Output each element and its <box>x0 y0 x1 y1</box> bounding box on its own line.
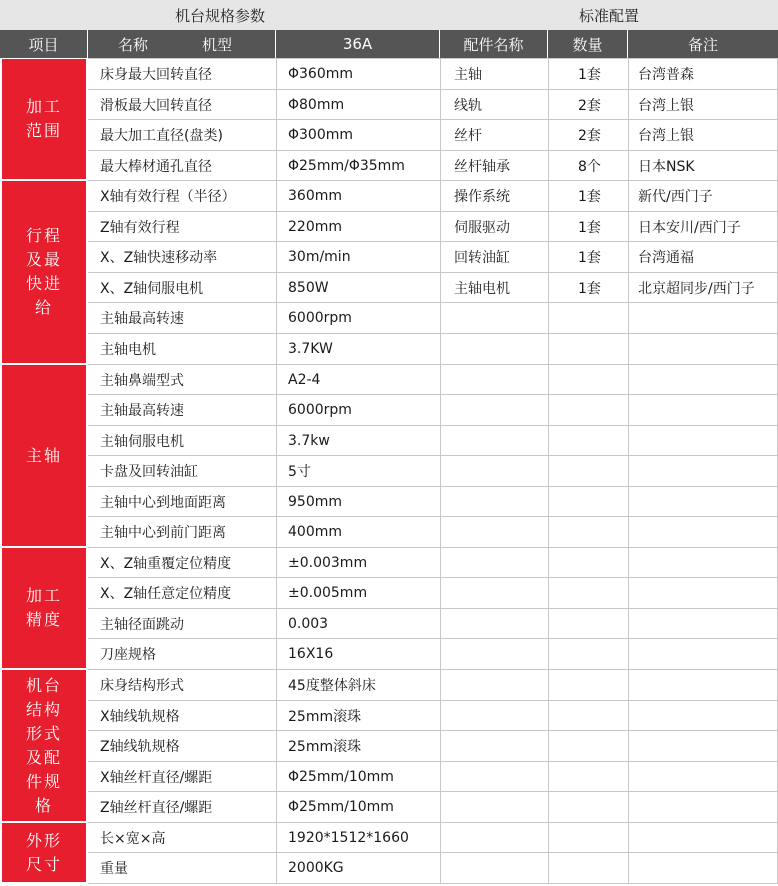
config-note: 台湾上银 <box>638 128 694 144</box>
group-label: 加工 范围 <box>2 59 86 179</box>
spec-value: 16X16 <box>288 646 334 662</box>
config-section-title: 标准配置 <box>440 0 778 30</box>
config-qty: 2套 <box>578 128 601 144</box>
spec-name: 床身最大回转直径 <box>100 67 212 83</box>
config-qty: 8个 <box>578 159 601 175</box>
config-qty: 1套 <box>578 220 601 236</box>
spec-value: Φ25mm/10mm <box>288 769 394 785</box>
spec-value: 5寸 <box>288 464 311 480</box>
group-label: 行程 及最 快进 给 <box>2 181 86 363</box>
spec-name: X轴丝杆直径/螺距 <box>100 770 213 786</box>
config-part: 回转油缸 <box>454 250 510 266</box>
spec-name: X、Z轴伺服电机 <box>100 281 204 297</box>
spec-name: 最大加工直径(盘类) <box>100 128 223 144</box>
spec-section-title: 机台规格参数 <box>0 0 440 30</box>
spec-name: 主轴最高转速 <box>100 403 184 419</box>
spec-value: Φ300mm <box>288 127 354 143</box>
config-qty: 1套 <box>578 281 601 297</box>
header-note: 备注 <box>628 30 778 58</box>
spec-value: Φ25mm/10mm <box>288 799 394 815</box>
config-part: 操作系统 <box>454 189 510 205</box>
spec-name: 卡盘及回转油缸 <box>100 464 198 480</box>
spec-name: 重量 <box>100 861 128 877</box>
config-part: 丝杆轴承 <box>454 159 510 175</box>
spec-name: X轴有效行程（半径） <box>100 189 236 205</box>
spec-name: 刀座规格 <box>100 647 156 663</box>
header-part: 配件名称 <box>440 30 548 58</box>
spec-value: 2000KG <box>288 860 344 876</box>
spec-value: 850W <box>288 280 329 296</box>
header-value: 36A <box>276 30 440 58</box>
config-part: 主轴电机 <box>454 281 510 297</box>
spec-name: X轴线轨规格 <box>100 709 180 725</box>
spec-name: 主轴中心到前门距离 <box>100 525 226 541</box>
spec-value: 950mm <box>288 494 342 510</box>
spec-value: 45度整体斜床 <box>288 678 376 694</box>
row-divider <box>88 883 778 884</box>
spec-name: 主轴电机 <box>100 342 156 358</box>
config-note: 新代/西门子 <box>638 189 713 205</box>
config-part: 主轴 <box>454 67 482 83</box>
spec-name: X、Z轴快速移动率 <box>100 250 218 266</box>
header-qty: 数量 <box>548 30 628 58</box>
spec-name: 主轴中心到地面距离 <box>100 495 226 511</box>
spec-name: 床身结构形式 <box>100 678 184 694</box>
spec-value: 6000rpm <box>288 402 352 418</box>
spec-value: Φ80mm <box>288 97 345 113</box>
config-part: 线轨 <box>454 98 482 114</box>
spec-value: 3.7kw <box>288 433 330 449</box>
config-note: 日本NSK <box>638 159 695 175</box>
header-model: 机型 <box>202 35 233 54</box>
spec-value: 360mm <box>288 188 342 204</box>
spec-value: A2-4 <box>288 372 321 388</box>
spec-name: 主轴鼻端型式 <box>100 373 184 389</box>
config-qty: 2套 <box>578 98 601 114</box>
spec-value: ±0.003mm <box>288 555 368 571</box>
spec-value: 220mm <box>288 219 342 235</box>
spec-name: Z轴有效行程 <box>100 220 180 236</box>
header-name: 名称 <box>118 35 149 54</box>
spec-name: Z轴丝杆直径/螺距 <box>100 800 213 816</box>
config-note: 北京超同步/西门子 <box>638 281 755 297</box>
group-label: 外形 尺寸 <box>2 823 86 882</box>
config-note: 日本安川/西门子 <box>638 220 741 236</box>
spec-name: X、Z轴重覆定位精度 <box>100 556 232 572</box>
config-qty: 1套 <box>578 67 601 83</box>
spec-value: 25mm滚珠 <box>288 709 362 725</box>
config-part: 伺服驱动 <box>454 220 510 236</box>
spec-name: 长×宽×高 <box>100 831 166 847</box>
spec-value: 1920*1512*1660 <box>288 830 409 846</box>
config-qty: 1套 <box>578 189 601 205</box>
spec-name: 主轴径面跳动 <box>100 617 184 633</box>
config-note: 台湾上银 <box>638 98 694 114</box>
spec-name: 滑板最大回转直径 <box>100 98 212 114</box>
group-label: 主轴 <box>2 365 86 546</box>
spec-value: Φ25mm/Φ35mm <box>288 158 405 174</box>
spec-name: 主轴伺服电机 <box>100 434 184 450</box>
header-item: 项目 <box>0 30 88 58</box>
config-note: 台湾普森 <box>638 67 694 83</box>
spec-value: 400mm <box>288 524 342 540</box>
spec-value: 30m/min <box>288 249 351 265</box>
config-part: 丝杆 <box>454 128 482 144</box>
spec-value: ±0.005mm <box>288 585 368 601</box>
header-name-model <box>88 30 276 58</box>
config-qty: 1套 <box>578 250 601 266</box>
spec-value: 6000rpm <box>288 310 352 326</box>
spec-name: 最大棒材通孔直径 <box>100 159 212 175</box>
config-note: 台湾通福 <box>638 250 694 266</box>
spec-name: X、Z轴任意定位精度 <box>100 586 232 602</box>
spec-name: Z轴线轨规格 <box>100 739 180 755</box>
spec-value: 0.003 <box>288 616 329 632</box>
group-label: 加工 精度 <box>2 548 86 668</box>
spec-name: 主轴最高转速 <box>100 311 184 327</box>
spec-value: Φ360mm <box>288 66 354 82</box>
spec-value: 3.7KW <box>288 341 333 357</box>
group-label: 机台 结构 形式 及配 件规 格 <box>2 670 86 821</box>
spec-value: 25mm滚珠 <box>288 739 362 755</box>
